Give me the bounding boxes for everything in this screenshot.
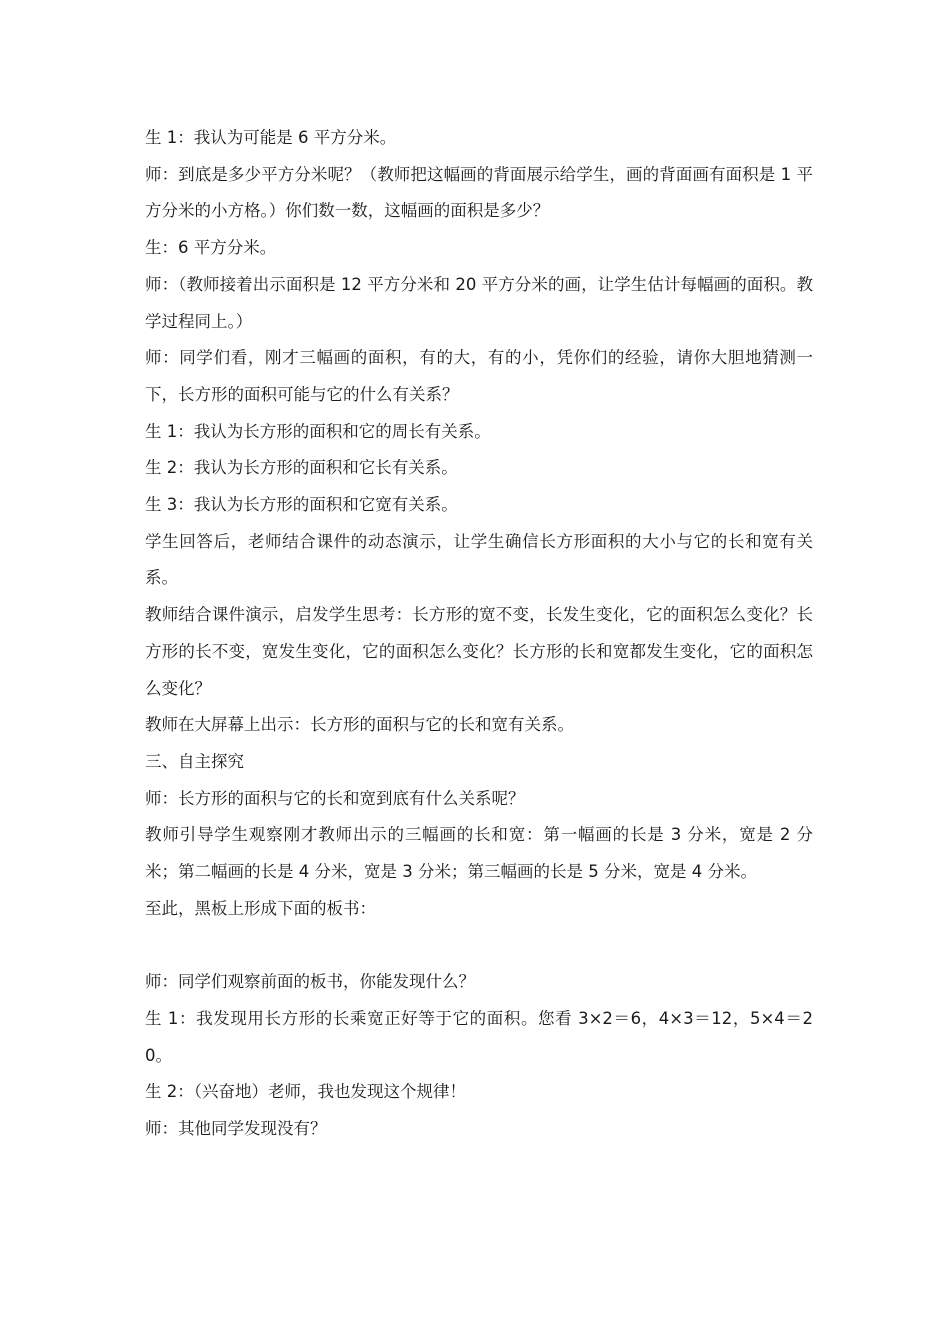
paragraph-observe-dimensions: 教师引导学生观察刚才教师出示的三幅画的长和宽：第一幅画的长是 3 分米，宽是 2 分米；第二幅画的长是 4 分米，宽是 3 分米；第三幅画的长是 5 分米，宽是 4 分米。 [145, 825, 813, 882]
paragraph-student1-guess: 生 1：我认为可能是 6 平方分米。 [145, 128, 397, 147]
paragraph-student1-perimeter: 生 1：我认为长方形的面积和它的周长有关系。 [145, 421, 491, 441]
paragraph-teacher-relationship: 师：长方形的面积与它的长和宽到底有什么关系呢？ [145, 788, 525, 808]
paragraph-teacher-inspire: 教师结合课件演示，启发学生思考：长方形的宽不变，长发生变化，它的面积怎么变化？长方形的长不变，宽发生变化，它的面积怎么变化？长方形的长和宽都发生变化，它的面积怎么变化？ [145, 605, 813, 698]
paragraph-blackboard: 至此，黑板上形成下面的板书： [145, 898, 376, 918]
paragraph-demo-confirm: 学生回答后，老师结合课件的动态演示，让学生确信长方形面积的大小与它的长和宽有关系。 [145, 531, 813, 588]
document-body [145, 120, 813, 1148]
paragraph-teacher-others: 师：其他同学发现没有？ [145, 1118, 327, 1138]
paragraph-teacher-guess-prompt: 师：同学们看，刚才三幅画的面积，有的大，有的小，凭你们的经验，请你大胆地猜测一下，长方形的面积可能与它的什么有关系？ [145, 348, 813, 404]
blank-line [145, 927, 813, 964]
section-heading-explore: 三、自主探究 [145, 751, 244, 771]
paragraph-student2-excited: 生 2：（兴奋地）老师，我也发现这个规律！ [145, 1082, 466, 1102]
paragraph-teacher-question: 师：到底是多少平方分米呢？（教师把这幅画的背面展示给学生，画的背面画有面积是 1 平方分米的小方格。）你们数一数，这幅画的面积是多少？ [145, 164, 813, 221]
paragraph-big-screen: 教师在大屏幕上出示：长方形的面积与它的长和宽有关系。 [145, 715, 574, 735]
paragraph-teacher-observe: 师：同学们观察前面的板书，你能发现什么？ [145, 972, 475, 992]
paragraph-student2-length: 生 2：我认为长方形的面积和它长有关系。 [145, 458, 458, 478]
paragraph-student1-discovery: 生 1：我发现用长方形的长乘宽正好等于它的面积。您看 3×2＝6，4×3＝12，5×4＝20。 [145, 1008, 813, 1065]
paragraph-teacher-shows-paintings: 师：（教师接着出示面积是 12 平方分米和 20 平方分米的画，让学生估计每幅画的面积。教学过程同上。） [145, 274, 813, 331]
paragraph-student-answer: 生：6 平方分米。 [145, 238, 277, 258]
paragraph-student3-width: 生 3：我认为长方形的面积和它宽有关系。 [145, 495, 458, 515]
